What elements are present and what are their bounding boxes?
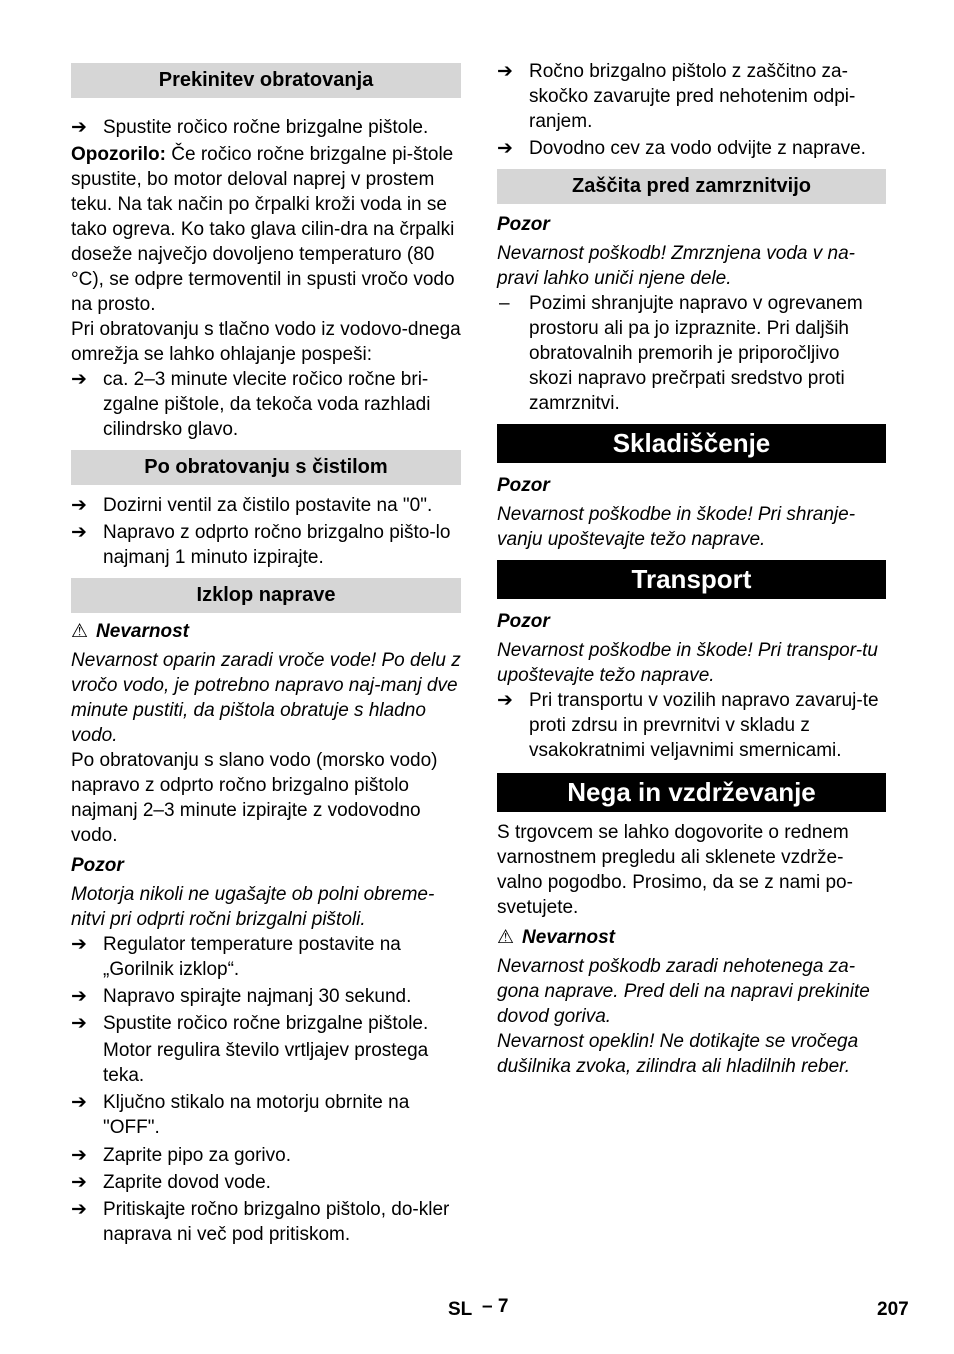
- caution-label: Pozor: [71, 855, 124, 876]
- warning-triangle-icon: ⚠: [71, 620, 89, 642]
- step-release-lever: ➔ Spustite ročico ročne brizgalne pištole.: [71, 1011, 461, 1036]
- danger-text-startup: Nevarnost poškodb zaradi nehotenega za-gona naprave. Pred deli na napravi prekinite dovod goriva.: [497, 956, 870, 1027]
- section-heading-after-detergent: Po obratovanju s čistilom: [71, 450, 461, 485]
- warning-paragraph: [71, 142, 461, 317]
- main-heading-transport: Transport: [497, 560, 886, 599]
- warning-triangle-icon: ⚠: [497, 926, 515, 948]
- caution-text-frost: Nevarnost poškodb! Zmrznjena voda v na-pravi lahko uniči njene dele.: [497, 243, 856, 289]
- footer-page-number: 207: [877, 1299, 909, 1320]
- instruction-secure-vehicle: ➔ Pri transportu v vozilih napravo zavaruj-te proti zdrsu in prevrnitvi v skladu z vsakokratnimi veljavnimi smernicami.: [497, 688, 886, 763]
- main-heading-storage: Skladiščenje: [497, 424, 886, 463]
- cooling-paragraph: Pri obratovanju s tlačno vodo iz vodovo-dnega omrežja se lahko ohlajanje pospeši:: [71, 319, 461, 365]
- danger-text-burns: Nevarnost opeklin! Ne dotikajte se vročega dušilnika zvoka, zilindra ali hladilnih reber.: [497, 1031, 859, 1077]
- footer-page-local: – 7: [482, 1296, 509, 1317]
- danger-heading-maintenance: [497, 925, 886, 950]
- saltwater-paragraph: Po obratovanju s slano vodo (morsko vodo) napravo z odprto ročno brizgalno pištolo najmanj 2–3 minute izpirajte z vodovodno vodo.: [71, 750, 438, 846]
- step-key-switch: ➔ Ključno stikalo na motorju obrnite na "OFF".: [71, 1090, 461, 1140]
- section-heading-shutdown: Izklop naprave: [71, 578, 461, 613]
- step-temperature: ➔ Regulator temperature postavite na „Gorilnik izklop“.: [71, 932, 461, 982]
- instruction-pull-lever: ➔ ca. 2–3 minute vlecite ročico ročne bri-zgalne pištole, da tekoča voda razhladi cilindrsko glavo.: [71, 367, 461, 442]
- instruction-dosing-valve: ➔ Dozirni ventil za čistilo postavite na "0".: [71, 493, 461, 518]
- caution-text-transport: Nevarnost poškodbe in škode! Pri transpor-tu upoštevajte težo naprave.: [497, 640, 878, 686]
- frost-instruction: – Pozimi shranjujte napravo v ogrevanem prostoru ali pa jo izpraznite. Pri daljših obratovalnih premorih je priporočljivo skozi napravo prečrpati sredstvo proti zamrznitvi.: [497, 291, 886, 416]
- danger-text: Nevarnost oparin zaradi vroče vode! Po delu z vročo vodo, je potrebno napravo naj-manj dve minute pustiti, da pištola obratuje s hladno vodo.: [71, 650, 461, 746]
- danger-label: Nevarnost: [96, 621, 189, 642]
- step-water-supply: ➔ Zaprite dovod vode.: [71, 1170, 461, 1195]
- danger-heading: [71, 619, 461, 644]
- section-heading-frost-protection: Zaščita pred zamrznitvijo: [497, 169, 886, 204]
- step-fuel-tap: ➔ Zaprite pipo za gorivo.: [71, 1143, 461, 1168]
- warning-label: Opozorilo:: [71, 144, 166, 165]
- danger-label-maintenance: Nevarnost: [522, 927, 615, 948]
- instruction-unscrew-hose: ➔ Dovodno cev za vodo odvijte z naprave.: [497, 136, 886, 161]
- maintenance-paragraph: S trgovcem se lahko dogovorite o rednem varnostnem pregledu ali sklenete vzdrže-valno pogodbo. Prosimo, da se z nami po-svetujete.: [497, 822, 853, 918]
- right-column: [497, 63, 886, 1079]
- caution-label-transport: Pozor: [497, 611, 550, 632]
- footer-language: SL: [448, 1299, 473, 1320]
- caution-label-frost: Pozor: [497, 214, 550, 235]
- instruction-rinse: ➔ Napravo z odprto ročno brizgalno pišto-lo najmanj 1 minuto izpirajte.: [71, 520, 461, 570]
- instruction-release-lever: ➔ Spustite ročico ročne brizgalne pištole.: [71, 115, 461, 140]
- left-column: [71, 63, 461, 1247]
- step-release-pressure: ➔ Pritiskajte ročno brizgalno pištolo, do-kler naprava ni več pod pritiskom.: [71, 1197, 461, 1247]
- caution-text-storage: Nevarnost poškodbe in škode! Pri shranje-vanju upoštevajte težo naprave.: [497, 504, 856, 550]
- main-heading-maintenance: Nega in vzdrževanje: [497, 773, 886, 812]
- section-heading-interruption: Prekinitev obratovanja: [71, 63, 461, 98]
- step-note-idle: Motor regulira število vrtljajev prostega teka.: [103, 1040, 429, 1086]
- caution-text: Motorja nikoli ne ugašajte ob polni obreme-nitvi pri odprti ročni brizgalni pištoli.: [71, 884, 435, 930]
- instruction-safety-catch: ➔ Ročno brizgalno pištolo z zaščitno za-skočko zavarujte pred nehotenim odpi-ranjem.: [497, 59, 886, 134]
- step-rinse-30s: ➔ Napravo spirajte najmanj 30 sekund.: [71, 984, 461, 1009]
- caution-label-storage: Pozor: [497, 475, 550, 496]
- warning-text: Če ročico ročne brizgalne pi-štole spustite, bo motor deloval naprej v prostem teku. Na tak način po črpalki kroži voda in se tako ogreva. Ko tako glava cilin-dra na črpalki doseže največjo dovoljeno temperaturo (80 °C), se odpre termoventil in spusti vročo vodo na prosto.: [71, 144, 455, 315]
